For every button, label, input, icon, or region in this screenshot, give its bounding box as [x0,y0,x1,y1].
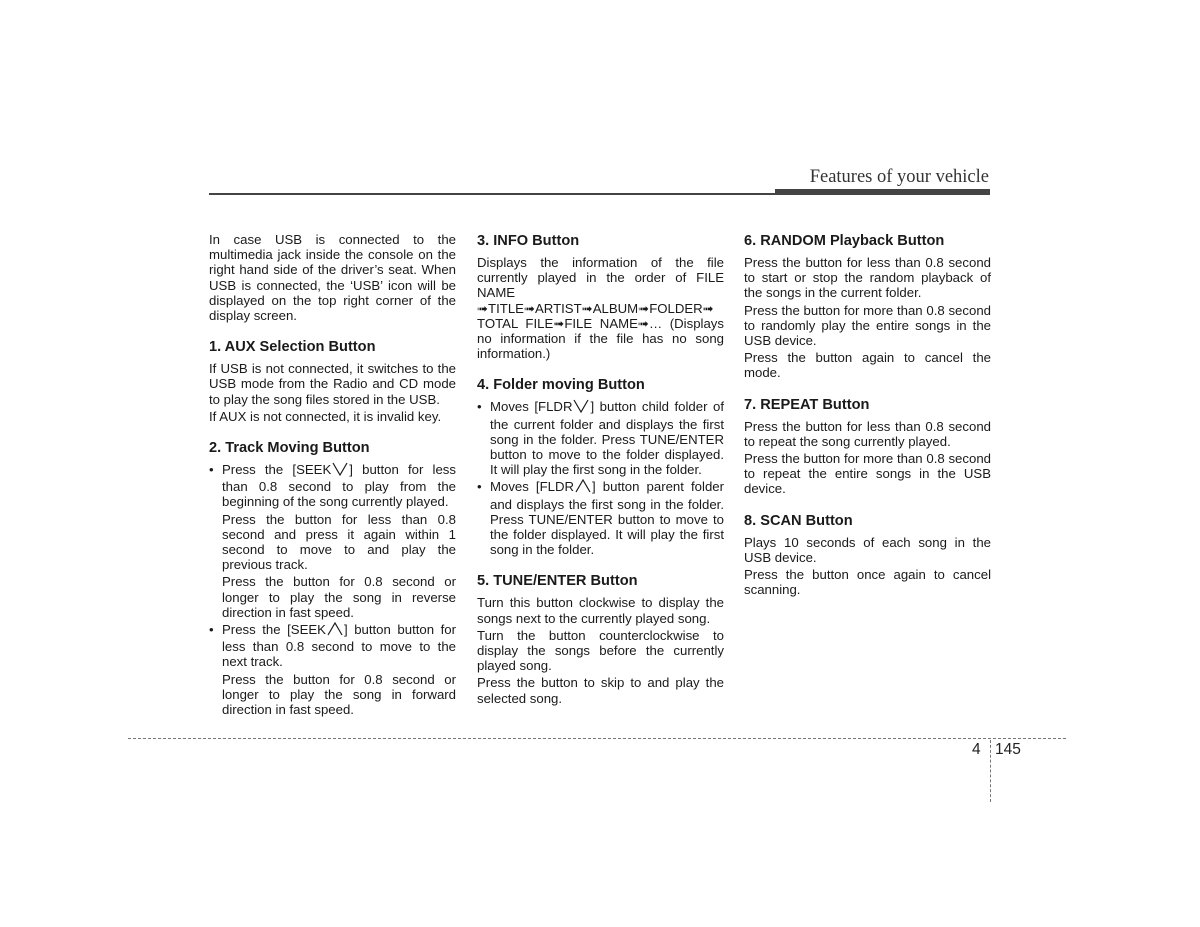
chevron-up-icon [327,622,343,639]
info-text: Displays the information of the file currently played in the order of FILE NAME [477,255,724,301]
tune-paragraph: Press the button to skip to and play the selected song. [477,675,724,706]
bullet-text: Press the [SEEK [222,622,326,638]
sub-paragraph: Press the button for 0.8 second or longer to play the song in forward direction in fast speed. [222,671,456,718]
footer-vertical-divider [990,740,991,802]
chevron-down-icon [332,462,348,479]
section-title: Features of your vehicle [809,167,989,187]
chevron-down-icon [573,399,589,416]
page-number: 145 [995,741,1021,758]
info-paragraph [477,255,724,361]
list-item [209,622,456,670]
column-middle [477,232,724,708]
repeat-paragraph: Press the button for more than 0.8 second to repeat the entire songs in the USB device. [744,451,991,497]
scan-paragraph: Press the button once again to cancel scanning. [744,567,991,598]
info-sequence: ➟TITLE➟ARTIST➟ALBUM➟FOLDER➟ [477,300,714,316]
column-left [209,232,456,719]
column-right [744,232,991,599]
random-paragraph: Press the button for more than 0.8 second to randomly play the entire songs in the USB device. [744,302,991,349]
bullet-text: Moves [FLDR [490,399,573,415]
bullet-text: ] button button for less than 0.8 second to move to the next track. [222,622,456,670]
tune-paragraph: Turn this button clockwise to display the songs next to the currently played song. [477,595,724,626]
list-item [209,462,456,510]
aux-paragraph: If USB is not connected, it switches to the USB mode from the Radio and CD mode to play the song files stored in the USB. [209,361,456,407]
random-paragraph: Press the button again to cancel the mode. [744,350,991,381]
bullet-text: ] button child folder of the current folder and displays the first song in the folder. Press TUNE/ENTER button to move to the folder displayed. It will play the first song in the folder. [490,399,724,478]
bullet-text: ] button for less than 0.8 second to play from the beginning of the song currently played. [222,462,456,510]
intro-paragraph: In case USB is connected to the multimedia jack inside the console on the right hand side of the driver’s seat. When USB is connected, the ‘USB’ icon will be displayed on the top right corner of the display screen. [209,232,456,324]
scan-paragraph: Plays 10 seconds of each song in the USB device. [744,534,991,565]
bullet-text: Moves [FLDR [490,479,575,495]
section-heading-repeat: 7. REPEAT Button [744,396,870,413]
header-rule [209,193,990,195]
section-heading-info: 3. INFO Button [477,233,580,249]
footer-divider [128,738,1066,739]
section-heading-tune: 5. TUNE/ENTER Button [477,573,638,590]
section-heading-folder: 4. Folder moving Button [477,377,645,394]
tune-paragraph: Turn the button counterclockwise to display the songs before the currently played song. [477,627,724,674]
section-heading-random: 6. RANDOM Playback Button [744,233,945,249]
section-heading-aux: 1. AUX Selection Button [209,339,376,356]
list-item [477,479,724,557]
info-sequence: TOTAL FILE➟FILE NAME➟… (Displays no information if the file has no song information.) [477,315,724,362]
section-heading-track: 2. Track Moving Button [209,440,370,457]
chevron-up-icon [575,479,591,496]
section-heading-scan: 8. SCAN Button [744,512,853,529]
repeat-paragraph: Press the button for less than 0.8 second to repeat the song currently played. [744,418,991,449]
random-paragraph: Press the button for less than 0.8 second to start or stop the random playback of the songs in the current folder. [744,255,991,301]
list-item [477,399,724,477]
sub-paragraph: Press the button for less than 0.8 second and press it again within 1 second to move to and play the previous track. [222,511,456,573]
aux-paragraph: If AUX is not connected, it is invalid key. [209,408,442,424]
bullet-text: ] button parent folder and displays the first song in the folder. Press TUNE/ENTER button to move to the folder displayed. It will play the first song in the folder. [490,479,724,558]
chapter-number: 4 [972,741,981,758]
sub-paragraph: Press the button for 0.8 second or longer to play the song in reverse direction in fast speed. [222,574,456,620]
bullet-text: Press the [SEEK [222,462,332,478]
